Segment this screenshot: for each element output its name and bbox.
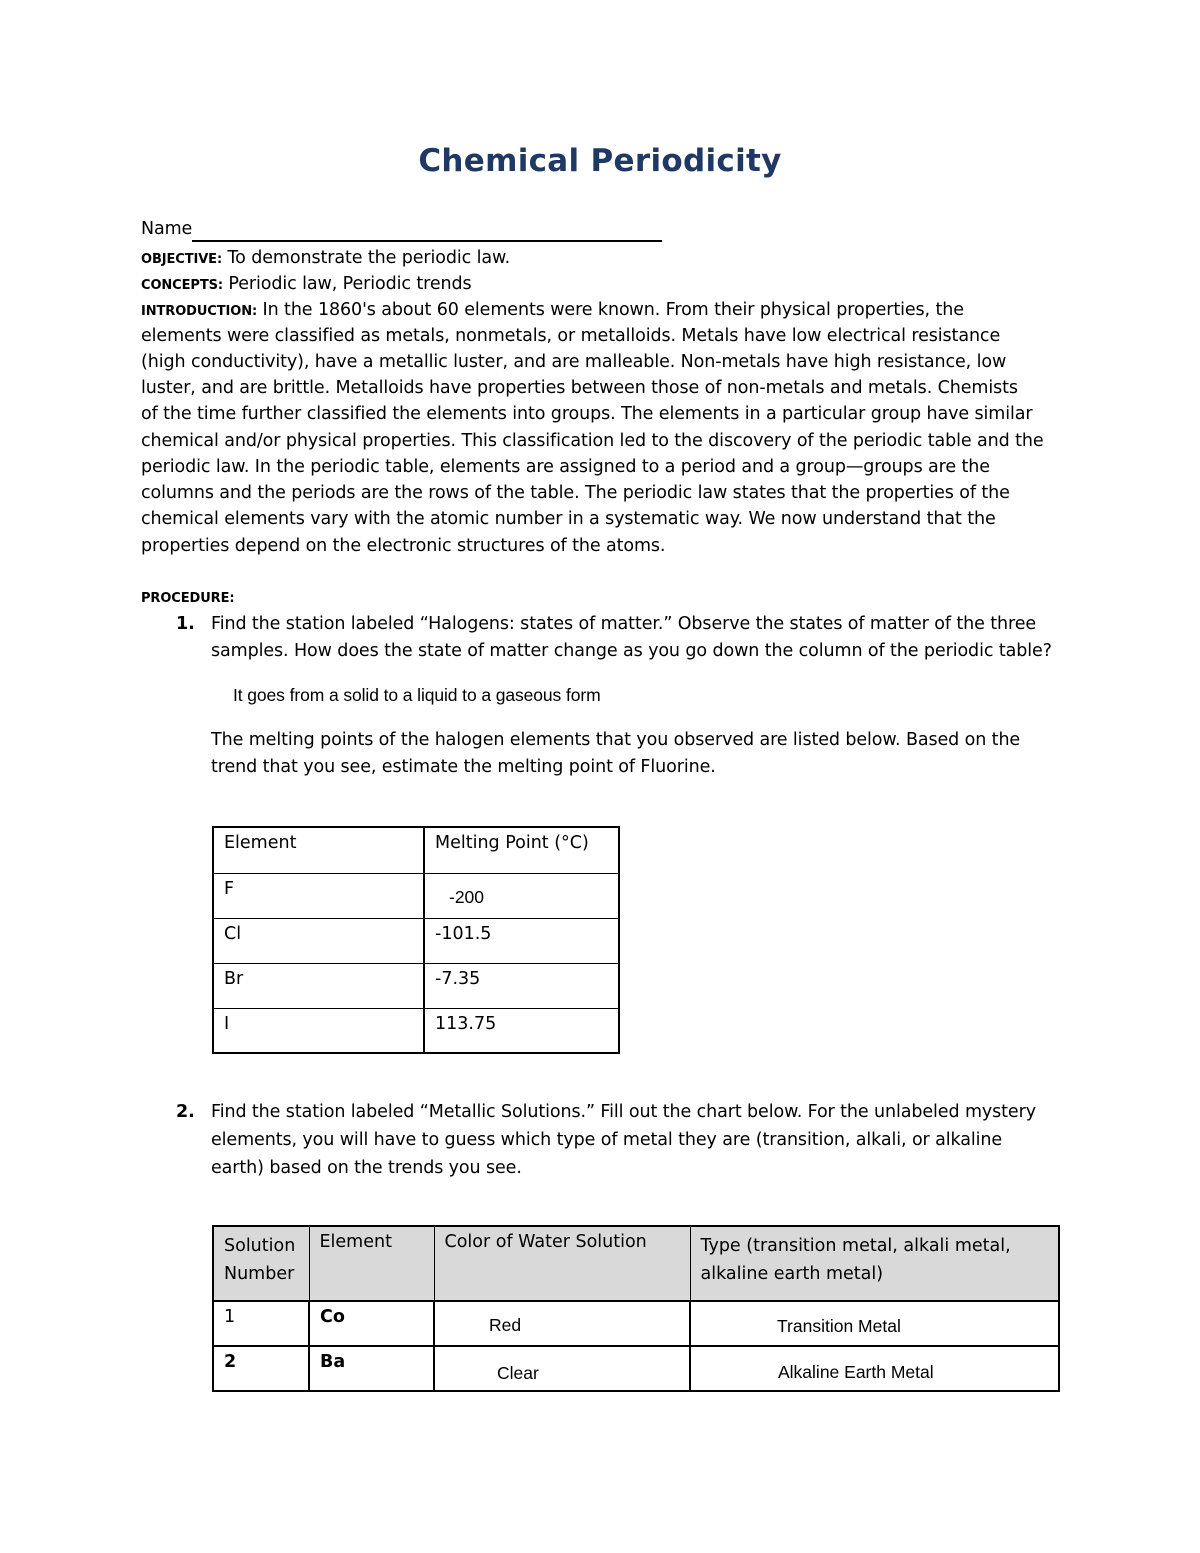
introduction-text: In the 1860's about 60 elements were known. From their physical properties, the [257,300,964,320]
color-cell[interactable]: Red [434,1301,690,1346]
header-type-text: alkaline earth metal) [700,1264,884,1284]
table-row [213,1008,619,1053]
melting-point-cell: -7.35 [424,963,619,1008]
introduction-line: columns and the periods are the rows of the table. The periodic law states that the properties of the [141,483,1010,503]
table-header-row [213,1226,1059,1301]
item1-follow-line: The melting points of the halogen elements that you observed are listed below. Based on the [211,730,1021,750]
item2-number: 2. [176,1102,195,1122]
item2-line: earth) based on the trends you see. [211,1158,522,1178]
element-cell: F [213,873,424,918]
page-title: Chemical Periodicity [418,143,782,179]
table-row [213,963,619,1008]
element-cell: Co [309,1301,434,1346]
table-row [213,873,619,918]
type-cell[interactable]: Alkaline Earth Metal [690,1346,1059,1391]
introduction-line: properties depend on the electronic structures of the atoms. [141,536,666,556]
introduction-label: INTRODUCTION: [141,304,258,319]
element-cell: Br [213,963,424,1008]
header-melting-point: Melting Point (°C) [424,827,619,873]
melting-point-cell: -101.5 [424,918,619,963]
element-cell: Cl [213,918,424,963]
introduction-line: (high conductivity), have a metallic luster, and are malleable. Non-metals have high resistance, low [141,352,1007,372]
table-header-row [213,827,619,873]
solution-number-cell: 1 [213,1301,309,1346]
header-element: Element [309,1226,434,1301]
metallic-solutions-table [212,1225,1060,1392]
name-label: Name [141,219,193,239]
introduction-line: chemical and/or physical properties. This classification led to the discovery of the periodic table and the [141,431,1044,451]
melting-point-cell[interactable]: -200 [424,873,619,918]
element-cell: Ba [309,1346,434,1391]
item1-number: 1. [176,614,195,634]
table-row [213,1346,1059,1391]
element-cell: I [213,1008,424,1053]
concepts-text: Periodic law, Periodic trends [222,274,472,294]
item1-follow-line: trend that you see, estimate the melting point of Fluorine. [211,757,716,777]
concepts-label: CONCEPTS: [141,278,223,293]
item2-line: Find the station labeled “Metallic Solutions.” Fill out the chart below. For the unlabeled mystery [211,1102,1036,1122]
item1-line: samples. How does the state of matter change as you go down the column of the periodic table? [211,641,1052,661]
procedure-label: PROCEDURE: [141,591,235,606]
melting-point-table [212,826,620,1054]
header-color: Color of Water Solution [434,1226,690,1301]
introduction-line: of the time further classified the elements into groups. The elements in a particular group have similar [141,404,1033,424]
introduction-line-1 [141,297,964,325]
concepts-line [141,271,472,299]
melting-point-cell: 113.75 [424,1008,619,1053]
objective-text: To demonstrate the periodic law. [222,248,511,268]
name-blank[interactable] [192,220,662,242]
header-type [690,1226,1059,1301]
header-number-text: Number [224,1264,295,1284]
introduction-line: periodic law. In the periodic table, elements are assigned to a period and a group—groups are the [141,457,990,477]
header-element: Element [213,827,424,873]
introduction-line: elements were classified as metals, nonmetals, or metalloids. Metals have low electrical resistance [141,326,1001,346]
introduction-line: chemical elements vary with the atomic number in a systematic way. We now understand that the [141,509,996,529]
solution-number-cell: 2 [213,1346,309,1391]
item1-answer[interactable]: It goes from a solid to a liquid to a gaseous form [233,685,601,705]
header-solution-text: Solution [224,1236,296,1256]
procedure-heading [141,584,234,612]
introduction-line: luster, and are brittle. Metalloids have properties between those of non-metals and metals. Chemists [141,378,1018,398]
objective-label: OBJECTIVE: [141,252,223,267]
table-row [213,1301,1059,1346]
name-line [141,216,662,242]
header-solution-number [213,1226,309,1301]
item1-line: Find the station labeled “Halogens: states of matter.” Observe the states of matter of the three [211,614,1037,634]
header-type-text: Type (transition metal, alkali metal, [700,1236,1011,1256]
table-row [213,918,619,963]
objective-line [141,245,510,273]
color-cell[interactable]: Clear [434,1346,690,1391]
item2-line: elements, you will have to guess which type of metal they are (transition, alkali, or alkaline [211,1130,1003,1150]
type-cell[interactable]: Transition Metal [690,1301,1059,1346]
